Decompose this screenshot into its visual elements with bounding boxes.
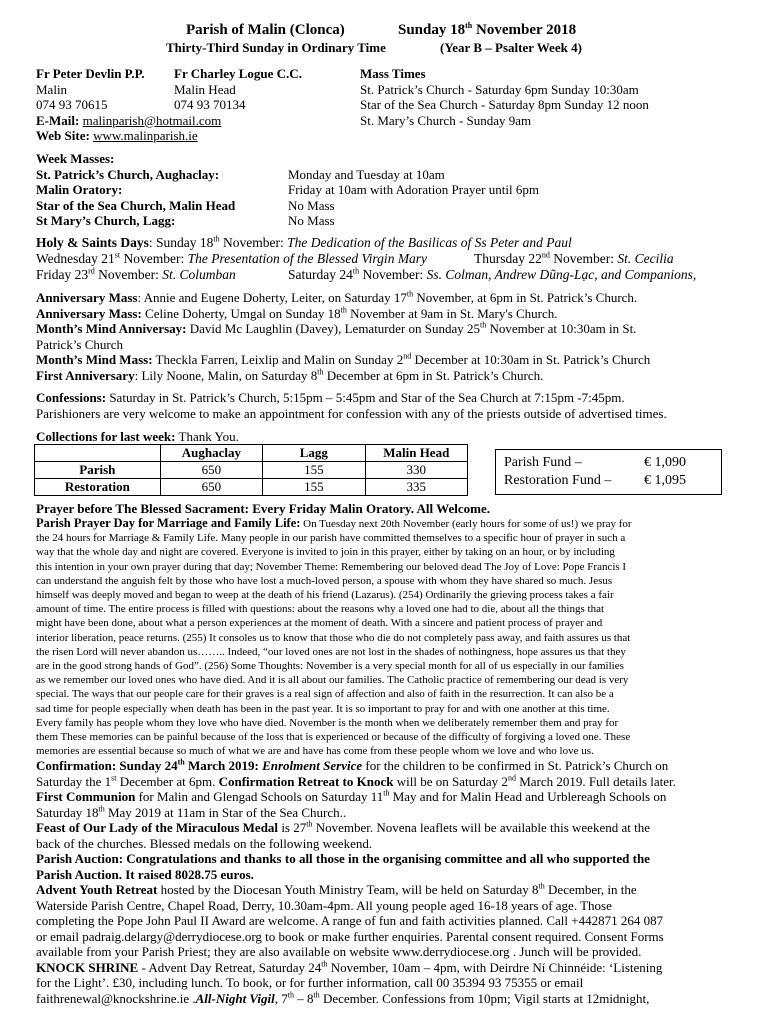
table-header: Aughaclay (160, 445, 262, 462)
advent-retreat-line: Advent Youth Retreat hosted by the Diocesan Youth Ministry Team, will be held on Saturday 8th December, in the (36, 881, 637, 897)
priest-1-place: Malin (36, 81, 68, 97)
prayer-day-line: special. The ways that our people care for their graves is a real sign of affection and also of faith in the resurrection. It can also be a (36, 688, 614, 701)
anniversary-line: Month’s Mind Anniversay: David Mc Laughlin (Davey), Lematurder on Sunday 25th November at 10:30am in St. (36, 320, 637, 336)
table-row-label: Parish (35, 462, 161, 479)
table-cell: 650 (160, 479, 262, 496)
prayer-day-line: Parish Prayer Day for Marriage and Family Life: On Tuesday next 20th November (early hours for some of us!) we pray for (36, 516, 632, 530)
prayer-day-line: the risen Lord will never abandon us…….. Indeed, “our loved ones are not lost in the shades of nothingness, hope assures us that they (36, 645, 626, 658)
table-cell: 335 (365, 479, 467, 496)
feast-line: Feast of Our Lady of the Miraculous Medal is 27th November. Novena leaflets will be available this weekend at the (36, 819, 650, 835)
prayer-day-line: Every family has people whom they love who have died. November is the month when we deliberately remember them and pray for (36, 716, 619, 729)
restoration-fund-value: € 1,095 (644, 473, 686, 488)
first-communion-line: Saturday 18th May 2019 at 11am in Star of the Sea Church.. (36, 804, 347, 820)
confirmation-line: Confirmation: Sunday 24th March 2019: Enrolment Service for the children to be confirmed in St. Patrick’s Church on (36, 757, 669, 773)
prayer-day-line: this intention in your own prayer during that day; November Theme: Remembering our beloved dead The Joy of Love: Pope Francis I (36, 560, 627, 573)
mass-time-line: St. Mary’s Church - Sunday 9am (360, 112, 532, 128)
week-mass-place: Star of the Sea Church, Malin Head (36, 197, 236, 213)
knock-shrine-line: KNOCK SHRINE - Advent Day Retreat, Saturday 24th November, 10am – 4pm, with Deirdre Ní Chinnéide: ‘Listening (36, 959, 663, 975)
saints-days-line-3: Friday 23rd November: St. Columban (36, 266, 236, 282)
first-communion-line: First Communion for Malin and Glengad Schools on Saturday 11th May and for Malin Head and Urblereagh Schools on (36, 788, 667, 804)
anniversary-line: First Anniversary: Lily Noone, Malin, on Saturday 8th December at 6pm in St. Patrick’s Church. (36, 367, 544, 383)
prayer-day-line: might have been done, about what a person experiences at the moment of death. With a sincere and patient process of prayer and (36, 617, 603, 630)
anniversary-block (36, 290, 650, 383)
saints-days-line-3b: Saturday 24th November: Ss. Colman, Andrew Dũng-Lạc, and Companions, (288, 266, 697, 282)
week-mass-time: Monday and Tuesday at 10am (288, 166, 445, 182)
prayer-day-line: memories are essential because so much of what we are and have has come from these people whom we love and who love us. (36, 745, 594, 758)
prayer-day-line: are in the good strong hands of God”. (256) Some Thoughts: November is a very special month for all of us especially in our families (36, 660, 624, 673)
collections-table (34, 444, 468, 496)
week-masses-title: Week Masses: (36, 151, 115, 166)
mass-times-title: Mass Times (360, 66, 426, 81)
week-mass-time: No Mass (288, 197, 335, 213)
table-cell: 155 (263, 462, 365, 479)
confessions-line: Confessions: Saturday in St. Patrick’s Church, 5:15pm – 5:45pm and Star of the Sea Church at 7:15pm -7:45pm. (36, 390, 625, 405)
table-cell: 330 (365, 462, 467, 479)
notices-block (36, 758, 676, 1006)
priest-2-place: Malin Head (174, 81, 236, 97)
table-row (35, 479, 468, 496)
advent-retreat-line: completing the Pope John Paul II Award are welcome. A range of fun and faith activities planned. Call +442871 264 087 (36, 913, 664, 928)
table-header: Lagg (263, 445, 365, 462)
mass-time-line: St. Patrick’s Church - Saturday 6pm Sunday 10:30am (360, 81, 639, 97)
prayer-day-line: himself was deeply moved and began to weep at the death of his friend (Lazarus). (254) Ordinarily the grieving process takes a fair (36, 589, 614, 602)
parish-title: Parish of Malin (Clonca) (186, 22, 345, 38)
anniversary-line: Anniversary Mass: Celine Doherty, Umgal on Sunday 18th November at 9am in St. Mary's Church. (36, 305, 558, 321)
priest-1-phone: 074 93 70615 (36, 97, 108, 112)
table-row-label: Restoration (35, 479, 161, 496)
prayer-day-line: can understand the anguish felt by those who have lost a much-loved person, a spouse with whom they have shared so much. Jesus (36, 574, 613, 587)
knock-shrine-line: faithrenewal@knockshrine.ie .All-Night Vigil, 7th – 8th December. Confessions from 10pm; Vigil starts at 12midnight, (36, 990, 650, 1006)
knock-shrine-line: for the Light’. £30, including lunch. To book, or for further information, call 00 35394 93 75355 or email (36, 975, 584, 990)
advent-retreat-line: available from your Parish Priest; they are also available on website www.derrydiocese.org . Junch will be provided. (36, 944, 642, 959)
parish-fund-label: Parish Fund – (504, 455, 582, 470)
week-mass-time: No Mass (288, 213, 335, 228)
prayer-day-line: amount of time. The entire process is filled with questions: about the reasons why a loved one had to die, about all the things that (36, 603, 605, 616)
prayer-day-line: way that the whole day and night are covered. Everyone is invited to join in this prayer, either by taking on an hour, or by including (36, 546, 615, 559)
advent-retreat-line: Waterside Parish Centre, Chapel Road, Derry, 10.30am-4pm. All young people aged 16-18 years of age. Those (36, 897, 612, 913)
table-header: Malin Head (365, 445, 467, 462)
priest-1-block (36, 66, 145, 113)
auction-line: Parish Auction. It raised 8028.75 euros. (36, 866, 254, 882)
prayer-day-line: sad time for people especially when death has been in the past year. It is so important to pray for and with one another at this time. (36, 702, 610, 715)
website-line: Web Site: www.malinparish.ie (36, 128, 198, 143)
priest-2-phone: 074 93 70134 (174, 97, 246, 112)
priest-1-name: Fr Peter Devlin P.P. (36, 66, 145, 81)
mass-time-line: Star of the Sea Church - Saturday 8pm Sunday 12 noon (360, 97, 649, 112)
confessions-line: Parishioners are very welcome to make an appointment for confession with any of the priests outside of advertised times. (36, 405, 667, 421)
table-row (35, 462, 468, 479)
saints-days-line-2: Wednesday 21st November: The Presentation of the Blessed Virgin Mary (36, 250, 428, 266)
website-link[interactable]: www.malinparish.ie (93, 128, 198, 143)
saints-days-line-2b: Thursday 22nd November: St. Cecilia (474, 250, 674, 266)
anniversary-line: Anniversary Mass: Annie and Eugene Doherty, Leiter, on Saturday 17th November, at 6pm in St. Patrick’s Church. (36, 289, 638, 305)
bulletin-date: Sunday 18th November 2018 (398, 21, 577, 38)
week-mass-place: Malin Oratory: (36, 182, 123, 197)
anniversary-line: Patrick’s Church (36, 336, 124, 352)
confessions-block (36, 390, 667, 421)
fund-totals-box (495, 449, 722, 495)
email-line: E-Mail: malinparish@hotmail.com (36, 112, 222, 128)
prayer-day-line: the 24 hours for Marriage & Family Life. Many people in our parish have committed themselves to a specific hour of prayer in such a (36, 532, 626, 545)
anniversary-line: Month’s Mind Mass: Theckla Farren, Leixlip and Malin on Sunday 2nd December at 10:30am in St. Patrick’s Church (36, 351, 651, 367)
email-link[interactable]: malinparish@hotmail.com (82, 112, 222, 128)
blessed-sacrament-notice: Prayer before The Blessed Sacrament: Every Friday Malin Oratory. All Welcome. (36, 501, 490, 516)
auction-line: Parish Auction: Congratulations and thanks to all those in the organising committee and all who supported the (36, 851, 650, 866)
restoration-fund-row (504, 472, 713, 490)
prayer-day-line: as we remember our loved ones who have died. And it is all about our families. The Catholic practice of remembering our dead is very (36, 674, 629, 687)
restoration-fund-label: Restoration Fund – (504, 473, 612, 488)
priest-2-block (174, 66, 302, 113)
saints-days-line-1: Holy & Saints Days: Sunday 18th November: The Dedication of the Basilicas of Ss Peter and Paul (36, 234, 572, 250)
confirmation-line: Saturday the 1st December at 6pm. Confirmation Retreat to Knock will be on Saturday 2nd March 2019. Full details later. (36, 773, 676, 789)
week-mass-place: St Mary’s Church, Lagg: (36, 213, 176, 228)
mass-times-block (360, 66, 649, 128)
priest-2-name: Fr Charley Logue C.C. (174, 66, 302, 81)
table-cell: 650 (160, 462, 262, 479)
prayer-day-line: interior liberation, peace returns. (255) It consoles us to know that those who die do not completely pass away, and faith assures us that (36, 631, 631, 644)
feast-line: back of the churches. Blessed medals on the following weekend. (36, 835, 373, 851)
advent-retreat-line: or email padraig.delargy@derrydiocese.org to book or make further enquiries. Parental consent required. Consent Forms (36, 928, 664, 944)
prayer-day-block (36, 516, 632, 758)
table-cell: 155 (263, 479, 365, 496)
parish-fund-value: € 1,090 (644, 455, 686, 470)
table-cell (35, 445, 161, 462)
liturgical-sunday: Thirty-Third Sunday in Ordinary Time (166, 40, 386, 55)
week-mass-time: Friday at 10am with Adoration Prayer until 6pm (288, 182, 539, 197)
collections-label: Collections for last week: Thank You. (36, 429, 239, 444)
week-masses-times (288, 167, 539, 229)
parish-fund-row (504, 454, 713, 472)
week-masses-places (36, 167, 235, 229)
prayer-day-line: them These memories can be painful because of the loss that is experienced or because of the difficulty of forgiving a loved one. These (36, 731, 631, 744)
week-mass-place: St. Patrick’s Church, Aughaclay: (36, 166, 220, 182)
liturgical-year: (Year B – Psalter Week 4) (440, 40, 582, 55)
table-row (35, 445, 468, 462)
